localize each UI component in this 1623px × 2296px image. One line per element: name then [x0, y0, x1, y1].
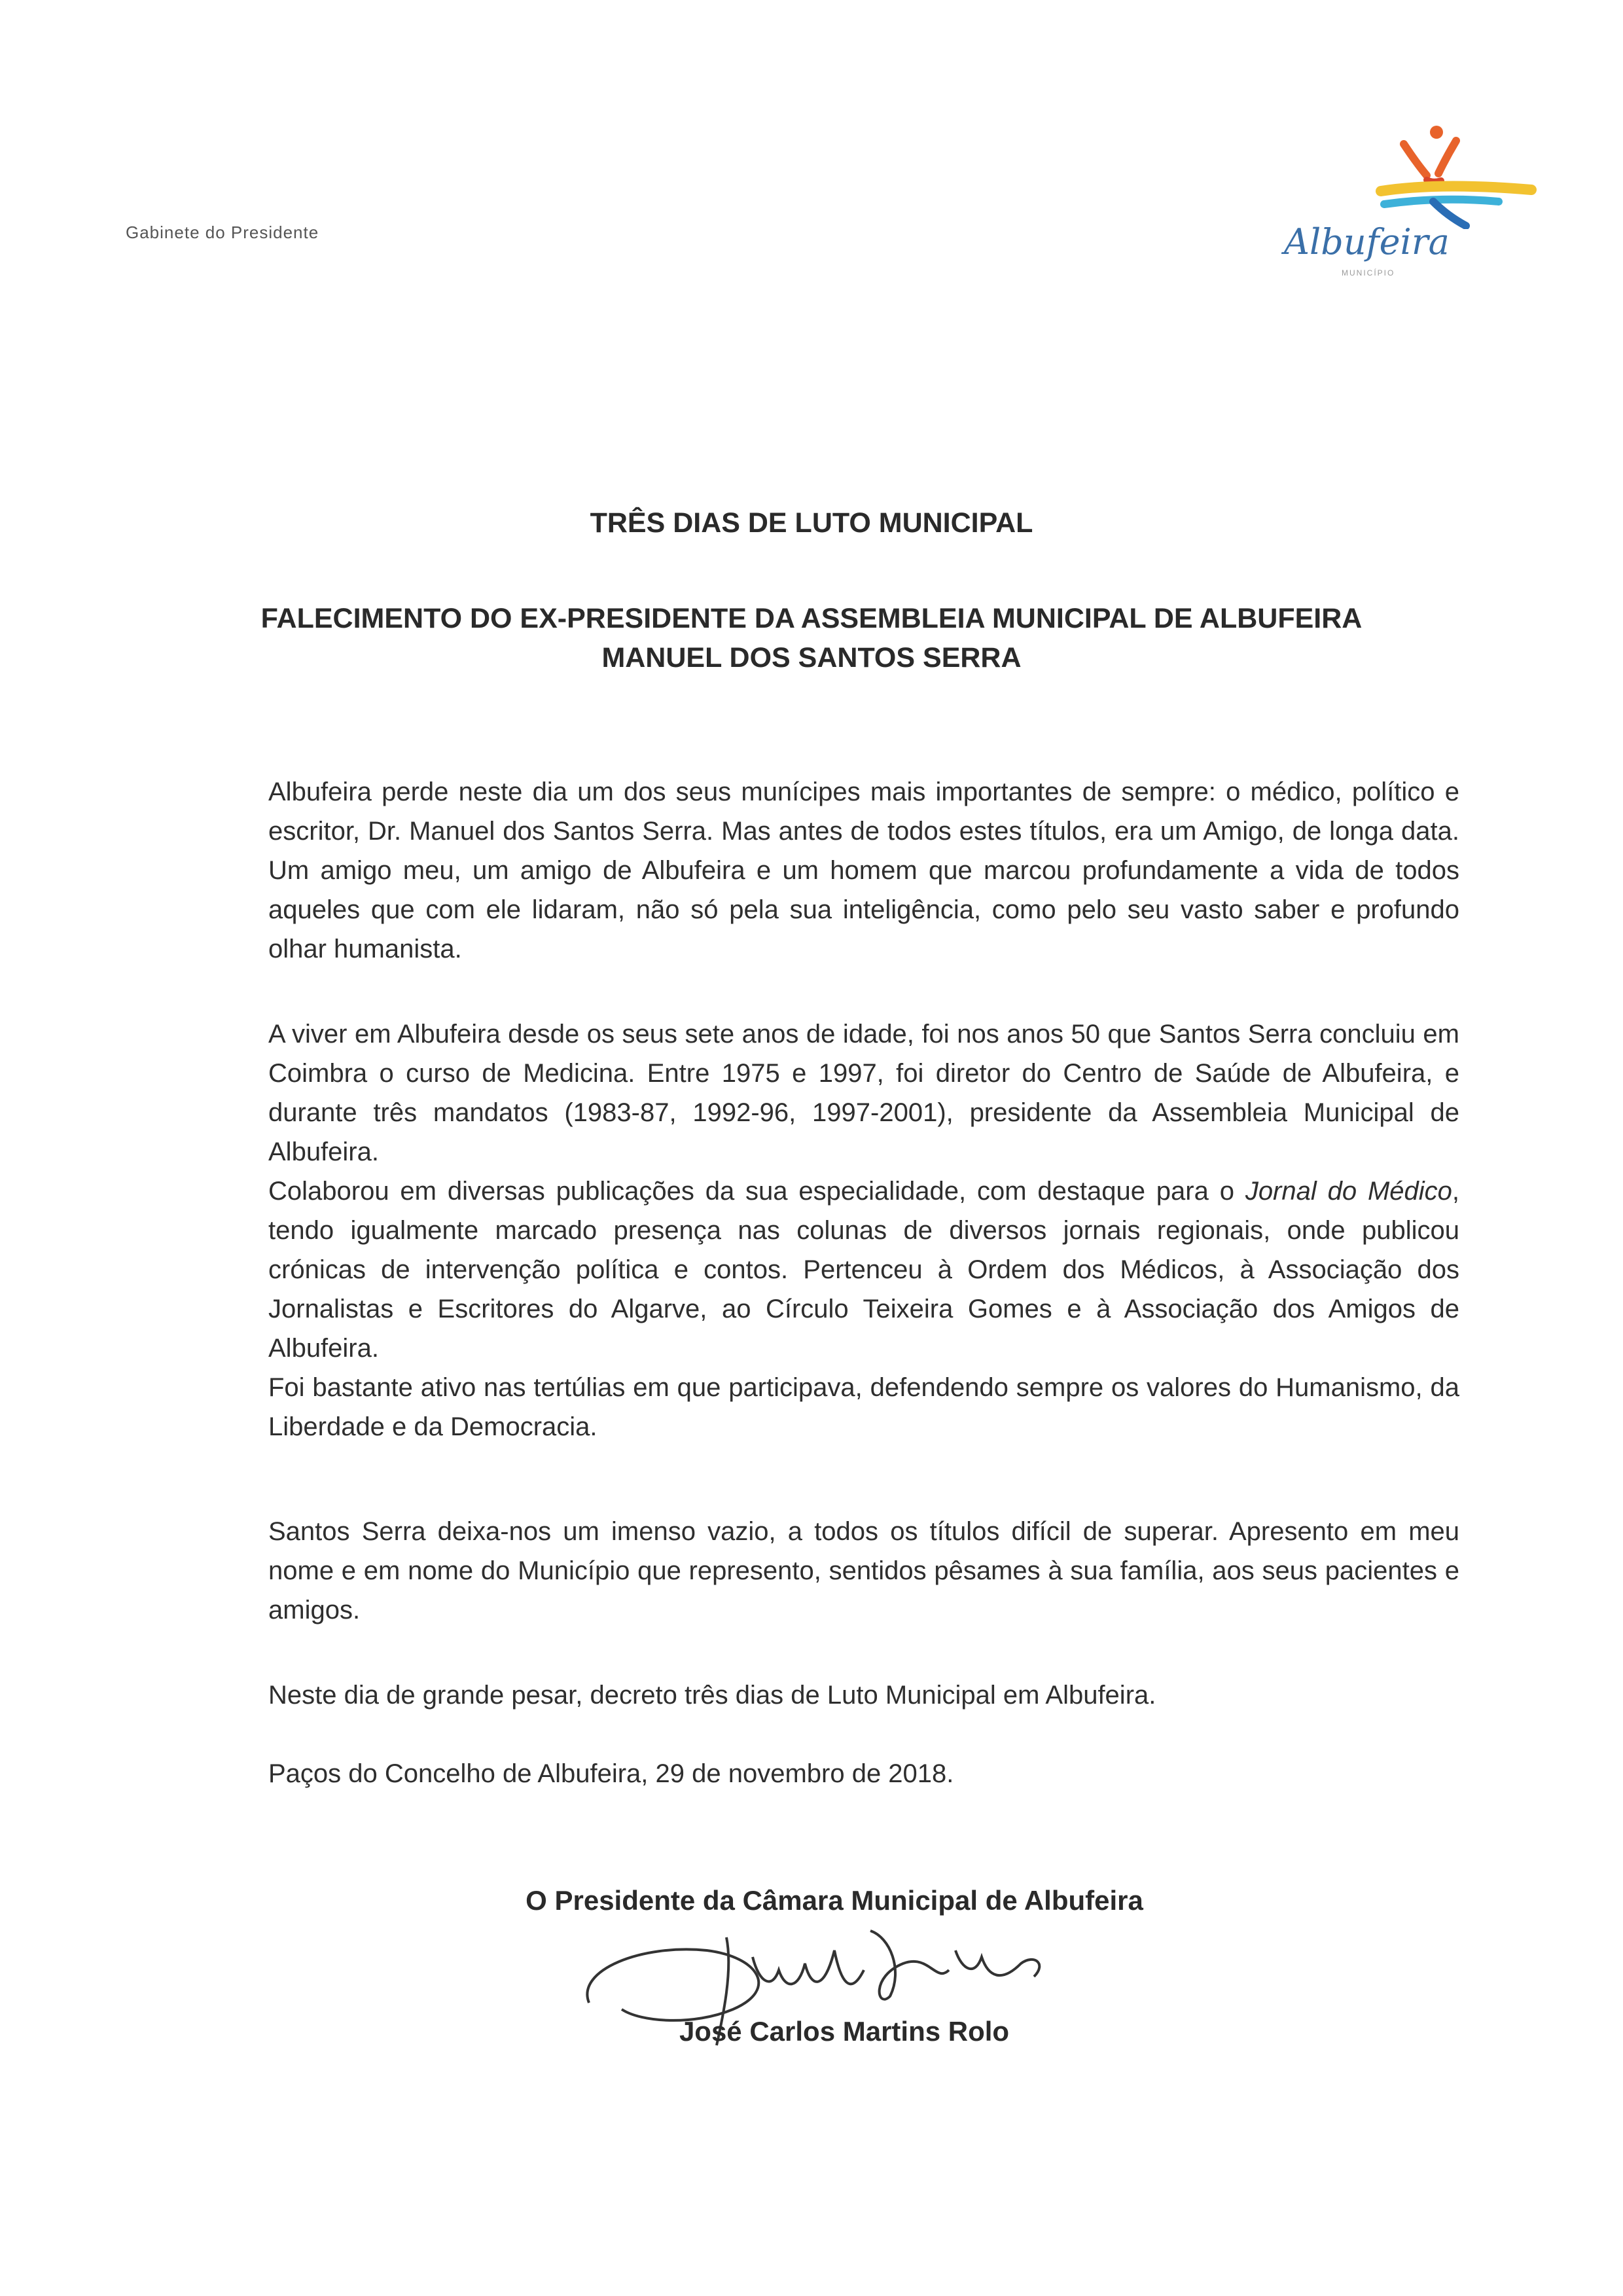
- paragraph-text: Neste dia de grande pesar, decreto três dias de Luto Municipal em Albufeira.: [268, 1681, 1156, 1710]
- subtitle-line-2: MANUEL DOS SANTOS SERRA: [601, 642, 1022, 673]
- paragraph-4: Foi bastante ativo nas tertúlias em que participava, defendendo sempre os valores do Humanismo, da Liberdade e da Democracia.: [268, 1373, 1459, 1441]
- paragraph-5: [268, 1512, 1459, 1630]
- signatory-title: O Presidente da Câmara Municipal de Albufeira: [526, 1885, 1143, 1916]
- paragraph-3: [268, 1172, 1459, 1368]
- journal-title: Jornal do Médico: [1245, 1177, 1452, 1206]
- place-and-date: [268, 1754, 1459, 1793]
- document-title: TRÊS DIAS DE LUTO MUNICIPAL: [590, 507, 1033, 539]
- signatory-name: José Carlos Martins Rolo: [679, 2016, 1010, 2047]
- paragraph-text: Santos Serra deixa-nos um imenso vazio, a todos os títulos difícil de superar. Apresento em meu nome e em nome do Município que represento, sentidos pêsames à sua família, aos seus pacientes e amigos.: [268, 1517, 1459, 1624]
- paragraph-1: [268, 772, 1459, 969]
- paragraph-3-start: Colaborou em diversas publicações da sua especialidade, com destaque para o: [268, 1177, 1245, 1206]
- paragraph-6: [268, 1676, 1459, 1715]
- logo-subtitle: MUNICÍPIO: [1342, 268, 1395, 278]
- paragraph-text: Paços do Concelho de Albufeira, 29 de novembro de 2018.: [268, 1759, 954, 1788]
- paragraph-2: [268, 1014, 1459, 1446]
- paragraph-3-end: , tendo igualmente marcado presença nas colunas de diversos jornais regionais, onde publicou crónicas de intervenção política e contos. Pertenceu à Ordem dos Médicos, à Associação dos Jornalistas e Escritores do Algarve, ao Círculo Teixeira Gomes e à Associação dos Amigos de Albufeira.: [268, 1177, 1460, 1363]
- albufeira-logo: [1270, 118, 1544, 288]
- subtitle-line-1: FALECIMENTO DO EX-PRESIDENTE DA ASSEMBLEIA MUNICIPAL DE ALBUFEIRA: [260, 603, 1363, 634]
- office-label: Gabinete do Presidente: [126, 223, 319, 242]
- document-subtitle: [0, 599, 1623, 677]
- logo-wordmark: Albufeira: [1284, 221, 1450, 262]
- paragraph-text: Albufeira perde neste dia um dos seus munícipes mais importantes de sempre: o médico, político e escritor, Dr. Manuel dos Santos Serra. Mas antes de todos estes títulos, era um Amigo, de longa data. Um amigo meu, um amigo de Albufeira e um homem que marcou profundamente a vida de todos aqueles que com ele lidaram, não só pela sua inteligência, como pelo seu vasto saber e profundo olhar humanista.: [268, 778, 1459, 963]
- paragraph-text: A viver em Albufeira desde os seus sete anos de idade, foi nos anos 50 que Santos Serra concluiu em Coimbra o curso de Medicina. Entre 1975 e 1997, foi diretor do Centro de Saúde de Albufeira, e durante três mandatos (1983-87, 1992-96, 1997-2001), presidente da Assembleia Municipal de Albufeira.: [268, 1020, 1459, 1166]
- logo-star-icon: [1270, 118, 1544, 229]
